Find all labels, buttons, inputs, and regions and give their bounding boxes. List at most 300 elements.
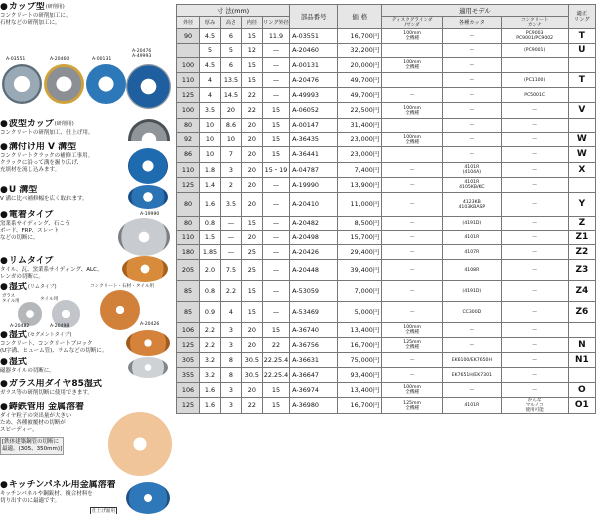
table-row [177,44,596,58]
cell-t: 0.9 [200,302,221,323]
cell-h: 8 [220,353,241,368]
cell-fit: Y [568,193,595,217]
cell-part: A-20426 [290,245,338,260]
cell-fit: N [568,338,595,353]
cell-m2: EK7651H/EK7301 [443,368,502,383]
cell-m1 [382,119,443,133]
group-description: コンクリート、コンクリートブロック (U字溝、ヒューム管)、ラムなどの切断に。 [0,341,108,354]
cell-t: 1.6 [200,383,221,398]
group-cup [0,2,175,119]
group-description: タイル、瓦、窯業系サイディング、ALC、 レンガの切断に。 [0,267,103,280]
cell-m3: PC5001C [501,88,568,103]
part-label: A-20482 [10,324,30,329]
group-description: 窯業系サイディング、石こう ボード、FRP、スレート などの切断に。 [0,221,71,241]
cell-m1: — [382,281,443,302]
cell-m3: — [501,119,568,133]
disc-image [108,412,172,476]
cell-i: 20 [241,178,262,193]
cell-i: 20 [241,193,262,217]
cell-price: 23,000円 [338,133,382,147]
cell-part: A-20448 [290,260,338,281]
cell-m1: — [382,260,443,281]
cell-t: 10 [200,119,221,133]
cell-price: 13,400円 [338,383,382,398]
cell-price: 20,000円 [338,58,382,73]
cell-m3: — [501,353,568,368]
cell-m1: 125mm 全機種 [382,338,443,353]
cell-fit: Z [568,217,595,231]
group-description: ガラス等の研削切断に使用できます。 [0,390,93,396]
cell-part: A-53469 [290,302,338,323]
cell-m3: PC9003 PC9001/PC9002 [501,29,568,44]
cell-part: A-36756 [290,338,338,353]
part-label: A-20476 A-49993 [132,49,152,59]
cell-price: 16,700円 [338,398,382,414]
cell-m3 [501,58,568,73]
cell-d: 80 [177,119,200,133]
cell-t: 1.8 [200,163,221,178]
cell-m2: 4108R [443,260,502,281]
cell-d: 110 [177,163,200,178]
table-row [177,383,596,398]
bullet-icon: ● [0,379,8,389]
cell-i: 20 [241,147,262,163]
group-title: 湿式 [8,282,27,292]
part-number-header: 部品番号 [290,5,338,29]
cell-i: 30.5 [241,368,262,383]
cell-m2: EK6100/EK7650H [443,353,502,368]
bullet-icon: ● [0,282,8,292]
cell-d: 305 [177,353,200,368]
cell-t: 0.8 [200,217,221,231]
cell-t: 1.4 [200,178,221,193]
cell-h: 13.5 [220,73,241,88]
cell-m2: — [443,338,502,353]
cell-price: 93,400円 [338,368,382,383]
cell-i: 15 [241,302,262,323]
cell-m3: — [501,103,568,119]
cell-m2: — [443,58,502,73]
group-electroplated [0,210,175,256]
cell-m1 [382,44,443,58]
table-row [177,245,596,260]
cell-i: 15 [241,58,262,73]
col-header: リング外径 [262,17,289,29]
cell-fit [568,58,595,73]
disc-image [128,185,168,209]
cell-d: 85 [177,302,200,323]
disc-image [128,357,168,378]
cell-price: 22,500円 [338,103,382,119]
cell-m1: — [382,163,443,178]
cell-d: 106 [177,323,200,338]
table-row [177,193,596,217]
table-row [177,133,596,147]
cell-t: 4.5 [200,29,221,44]
cell-m2: (4191D) [443,217,502,231]
cell-d: 90 [177,29,200,44]
part-label: A-19990 [140,212,160,217]
cell-i: 22 [241,88,262,103]
cell-t: 1.6 [200,193,221,217]
cell-t: 1.6 [200,398,221,414]
cell-price: 13,900円 [338,178,382,193]
cell-r: 15 [262,383,289,398]
bullet-icon: ● [0,480,8,490]
usage-label: コンクリート・石材・タイル用 [90,284,155,289]
cell-fit: T [568,73,595,88]
part-label: A-00131 [92,57,112,62]
cell-m3: — [501,163,568,178]
cell-r: — [262,88,289,103]
cell-m3: — [501,338,568,353]
group-description: コンクリートの研削加工に。 石材などの研削加工に。 [0,13,72,26]
cell-r: — [262,281,289,302]
cell-d: 86 [177,147,200,163]
cell-part: A-20498 [290,231,338,245]
cell-m3: — [501,193,568,217]
group-title: 鋳鉄管用 金属溶着 [8,402,84,412]
group-description: キッチンパネルや鋼鈑材、複合材料を 切り出すのに最適です。 [0,491,93,504]
disc-image [126,482,170,514]
bullet-icon: ● [0,142,8,152]
col-header: コンクリート カンナ [501,17,568,29]
cell-part: A-49993 [290,88,338,103]
group-wave-cup [0,119,175,141]
group-wet-segment [0,330,175,356]
part-label: A-20426 [140,322,160,327]
cell-t: 2.2 [200,338,221,353]
cell-d: 180 [177,245,200,260]
cell-part: A-20482 [290,217,338,231]
cell-r: 15 [262,103,289,119]
cell-t: 4 [200,88,221,103]
cell-m2: 4101R [443,398,502,414]
cell-h: 3 [220,323,241,338]
cell-fit: U [568,44,595,58]
cell-m1: 100mm 全機種 [382,383,443,398]
cell-part: A-36980 [290,398,338,414]
cell-m1: — [382,368,443,383]
cell-part: A-04787 [290,163,338,178]
cell-r: 15 [262,119,289,133]
cell-t: 4.5 [200,58,221,73]
cell-price: 8,500円 [338,217,382,231]
cell-part: A-00131 [290,58,338,73]
cell-i: 20 [241,338,262,353]
cell-i: 25 [241,245,262,260]
disc-image [126,330,170,356]
cell-part: A-36441 [290,147,338,163]
cell-i: 20 [241,231,262,245]
cell-h: 14.5 [220,88,241,103]
cell-t: 4 [200,73,221,88]
cell-i: 20 [241,323,262,338]
cell-m1: — [382,193,443,217]
cell-m2: CC300D [443,302,502,323]
cell-d: 100 [177,103,200,119]
table-row [177,119,596,133]
cell-h: 3 [220,383,241,398]
group-title: U 溝型 [8,185,38,195]
group-cast-iron [0,402,175,480]
cell-i: 22 [241,398,262,414]
cell-m1: — [382,217,443,231]
cell-r: 15 [262,133,289,147]
disc-image [44,64,84,104]
cell-m1 [382,147,443,163]
table-row [177,217,596,231]
cell-m1: — [382,178,443,193]
cell-m3: — [501,323,568,338]
cell-h: 3 [220,163,241,178]
table-row [177,260,596,281]
group-description: V 溝に比べ補修幅を広く取れます。 [0,196,88,202]
bullet-icon: ● [0,357,8,367]
cell-price: 5,000円 [338,302,382,323]
cell-r: — [262,245,289,260]
cell-m2: — [443,44,502,58]
cell-price: 49,700円 [338,73,382,88]
cell-m1: — [382,302,443,323]
cell-d: 85 [177,281,200,302]
table-row [177,338,596,353]
group-wet-rim [0,282,175,330]
cell-i: 20 [241,163,262,178]
bullet-icon: ● [0,330,8,340]
cell-price: 7,000円 [338,281,382,302]
table-row [177,398,596,414]
part-label: A-03551 [6,57,26,62]
cell-price: 16,700円 [338,29,382,44]
cell-m1: — [382,231,443,245]
cell-t: 3.5 [200,103,221,119]
cell-r: — [262,302,289,323]
group-title: キッチンパネル用金属溶着 [8,480,116,490]
cell-m1: 100mm 全機種 [382,323,443,338]
cell-h: 4 [220,302,241,323]
cell-r: — [262,73,289,88]
cell-d: 125 [177,398,200,414]
cell-m3: — [501,383,568,398]
cell-m3: — [501,302,568,323]
cell-t: 1.5 [200,231,221,245]
cell-t: 3.2 [200,368,221,383]
cell-r: 15・19 [262,163,289,178]
cell-h: 3 [220,338,241,353]
cell-fit: Z2 [568,245,595,260]
cell-r: 11.9 [262,29,289,44]
table-row [177,58,596,73]
cell-h: — [220,245,241,260]
cell-r: 22.25.4 [262,368,289,383]
table-row [177,323,596,338]
bullet-icon: ● [0,210,8,220]
group-title: 電着タイプ [8,210,54,220]
bullet-icon: ● [0,256,8,266]
cell-fit [568,178,595,193]
group-description: 磁器タイルの切断に。 [0,368,55,374]
cell-part: A-20476 [290,73,338,88]
cell-fit: Z6 [568,302,595,323]
cell-m3: — [501,231,568,245]
table-row [177,147,596,163]
group-title: 波型カップ [8,119,54,129]
group-subtitle: (研削用) [45,4,65,10]
cell-h: 6 [220,58,241,73]
disc-image [100,290,140,330]
cell-d: 100 [177,58,200,73]
cell-m3: かんな マルノコ 使用可能 [501,398,568,414]
disc-image [18,302,42,326]
group-u-groove [0,185,175,209]
group-rim [0,256,175,282]
col-header: 厚み [200,17,221,29]
group-subtitle: (研削用) [54,121,74,127]
table-row [177,29,596,44]
cell-i: 22 [241,103,262,119]
cell-m1: 100mm 全機種 [382,58,443,73]
bullet-icon: ● [0,119,8,129]
cell-fit [568,119,595,133]
cell-h: — [220,217,241,231]
cell-m2: — [443,88,502,103]
cell-m1: 100mm 全機種 [382,103,443,119]
cell-m2: — [443,103,502,119]
cell-r: 22 [262,338,289,353]
cell-fit [568,368,595,383]
cell-t: 1.85 [200,245,221,260]
cell-h: 8.6 [220,119,241,133]
cell-m1: 100mm 全機種 [382,29,443,44]
cell-t: 10 [200,147,221,163]
cell-m1: — [382,353,443,368]
part-label: A-20498 [50,324,70,329]
cell-price: 75,000円 [338,353,382,368]
cell-m2: — [443,29,502,44]
cell-m1: 100mm 全機種 [382,133,443,147]
usage-tag: 仕上げ面用 [92,509,115,514]
cell-d [177,44,200,58]
table-row [177,302,596,323]
group-title: 湿式 [8,357,27,367]
cell-part: A-20460 [290,44,338,58]
models-group-header: 適用モデル [382,5,568,17]
cell-r: — [262,58,289,73]
product-groups [0,0,175,516]
cell-h: 10 [220,133,241,147]
cell-price: 11,000円 [338,193,382,217]
cell-fit: O [568,383,595,398]
group-v-groove [0,142,175,184]
cell-i: 25 [241,260,262,281]
table-row [177,281,596,302]
cell-d: 125 [177,338,200,353]
cell-fit: T [568,29,595,44]
cell-m3: — [501,260,568,281]
price-header: 価 格 [338,5,382,29]
disc-image [86,64,126,104]
cell-i: 20 [241,133,262,147]
cell-r: 15 [262,398,289,414]
cell-fit [568,323,595,338]
cell-fit: W [568,133,595,147]
cell-m2: 4123KB 4103KBASP [443,193,502,217]
cell-price: 39,400円 [338,260,382,281]
group-description: コンクリートの研削加工、仕上げ用。 [0,130,94,136]
cell-d: 80 [177,193,200,217]
cell-h: 20 [220,103,241,119]
disc-image [118,218,170,256]
cell-h: 7 [220,147,241,163]
usage-note: [鉄体建築鋼管の切断に 最適。(305、350mm)] [0,437,64,455]
cell-m2: — [443,323,502,338]
cell-m2: 4107R [443,245,502,260]
cell-m3: — [501,281,568,302]
cell-m2: — [443,133,502,147]
cell-t: 5 [200,44,221,58]
cell-price: 49,700円 [338,88,382,103]
group-subtitle: (リムタイプ) [27,284,57,290]
cell-part: A-36974 [290,383,338,398]
cell-m3: — [501,147,568,163]
cell-m3: (PC9001) [501,44,568,58]
group-wet-tile [0,357,175,378]
cell-m2: (4191D) [443,281,502,302]
cell-part: A-06052 [290,103,338,119]
cell-m1: — [382,245,443,260]
cell-part: A-19990 [290,178,338,193]
cell-m1: 125mm 全機種 [382,398,443,414]
cell-fit: Z1 [568,231,595,245]
cell-r: — [262,44,289,58]
cell-r: — [262,178,289,193]
cell-price: 31,400円 [338,119,382,133]
cell-d: 80 [177,217,200,231]
table-row [177,231,596,245]
col-header: 外径 [177,17,200,29]
table-row [177,368,596,383]
col-header: 各種カッタ [443,17,502,29]
cell-price: 23,000円 [338,147,382,163]
cell-m2: 4101R (4104A) [443,163,502,178]
disc-image [126,64,171,109]
col-header: 高さ [220,17,241,29]
cell-fit: N1 [568,353,595,368]
spec-table [176,4,596,414]
cell-part: A-03551 [290,29,338,44]
group-kitchen-panel [0,480,175,514]
col-header: 内径 [241,17,262,29]
cell-m2: 4101R 4105KB/KC [443,178,502,193]
cell-i: 20 [241,119,262,133]
col-header: ディスクグラインダ /サンダ [382,17,443,29]
table-row [177,88,596,103]
table-row [177,103,596,119]
cell-i: 15 [241,281,262,302]
cell-h: 6 [220,29,241,44]
cell-t: 3.2 [200,353,221,368]
cell-r: 15 [262,323,289,338]
cell-fit: O1 [568,398,595,414]
group-glass [0,379,175,401]
cell-fit [568,88,595,103]
cell-m2: — [443,383,502,398]
group-title: 溝付け用 V 溝型 [8,142,77,152]
cell-fit: Z3 [568,260,595,281]
cell-price: 13,400円 [338,323,382,338]
cell-m1 [382,73,443,88]
